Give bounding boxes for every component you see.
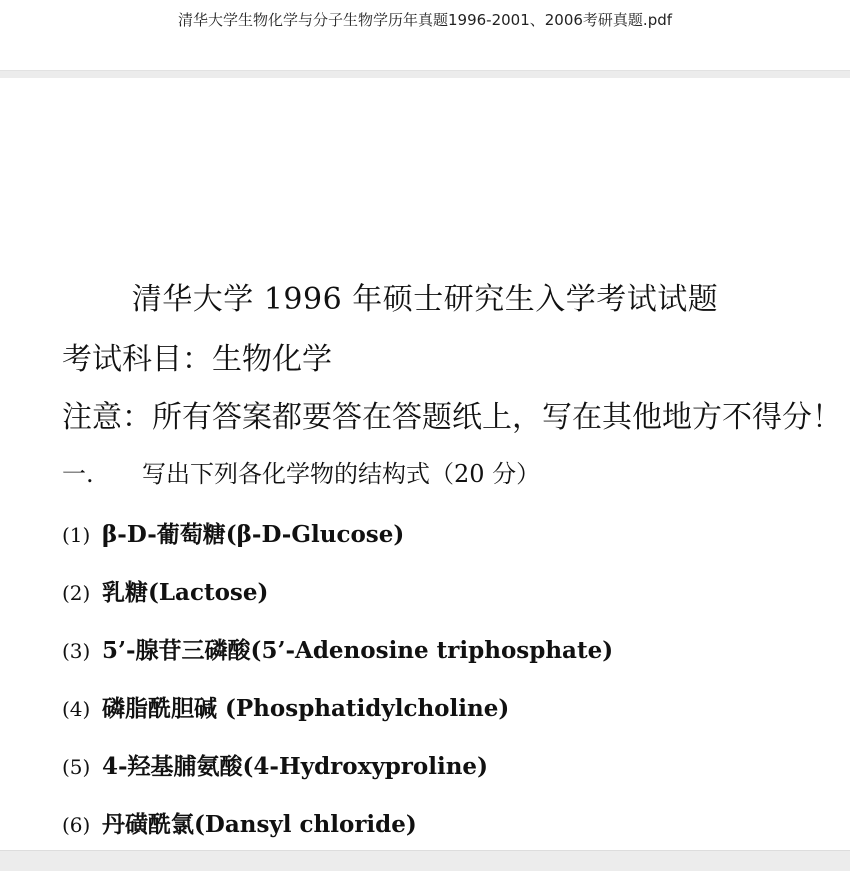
viewer-header [0, 0, 850, 70]
page-separator-bottom [0, 850, 850, 871]
question-text: 4-羟基脯氨酸(4-Hydroxyproline) [102, 753, 488, 780]
question-number: (6) [62, 813, 91, 837]
question-item [62, 632, 613, 665]
question-text: 磷脂酰胆碱 (Phosphatidylcholine) [102, 695, 510, 722]
question-number: (5) [62, 755, 91, 779]
question-text: 丹磺酰氯(Dansyl chloride) [102, 811, 417, 838]
question-number: (4) [62, 697, 91, 721]
exam-subject: 考试科目：生物化学 [62, 342, 332, 377]
question-item [62, 748, 488, 781]
exam-title: 清华大学 1996 年硕士研究生入学考试试题 [131, 282, 719, 317]
section-title: 写出下列各化学物的结构式（20 分） [142, 460, 541, 488]
question-text: β-D-葡萄糖(β-D-Glucose) [102, 521, 405, 548]
file-name: 清华大学生物化学与分子生物学历年真题1996-2001、2006考研真题.pdf [177, 11, 673, 29]
question-item [62, 574, 268, 607]
question-item [62, 806, 417, 839]
question-number: (1) [62, 523, 91, 547]
question-text: 乳糖(Lactose) [102, 579, 269, 606]
section-heading [62, 454, 540, 489]
question-text: 5’-腺苷三磷酸(5’-Adenosine triphosphate) [102, 637, 614, 664]
question-item [62, 516, 404, 549]
section-number: 一. [62, 460, 94, 488]
exam-notice: 注意：所有答案都要答在答题纸上，写在其他地方不得分！ [62, 400, 842, 435]
document-page [0, 78, 850, 850]
question-number: (3) [62, 639, 91, 663]
question-number: (2) [62, 581, 91, 605]
question-item [62, 690, 509, 723]
